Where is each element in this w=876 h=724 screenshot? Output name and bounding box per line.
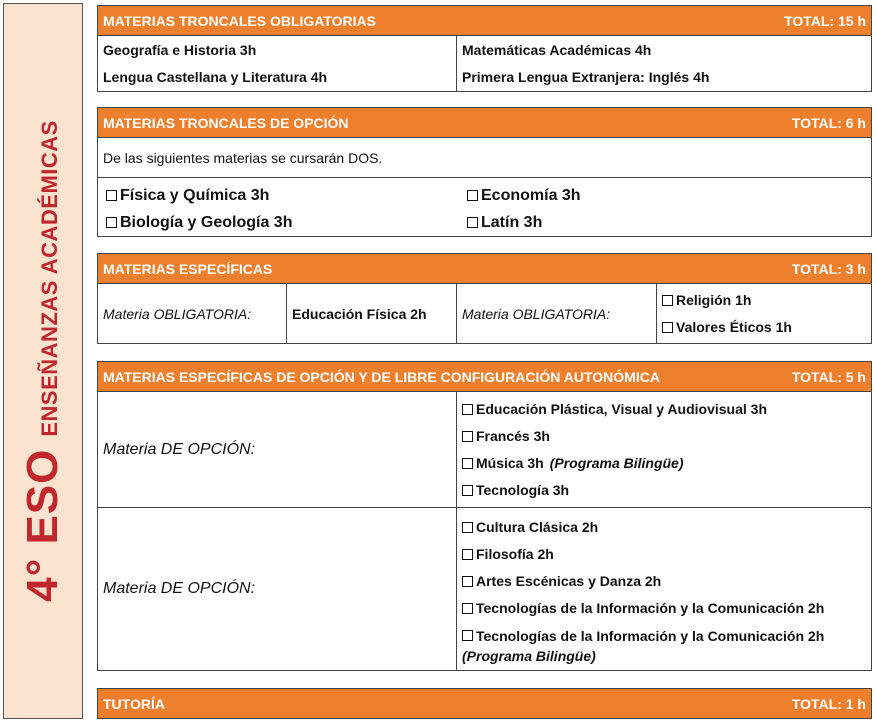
checkbox-icon[interactable] [662,295,673,306]
option-label: Música 3h [476,454,544,471]
section-total: TOTAL: 6 h [791,114,866,131]
section-total: TOTAL: 5 h [791,368,866,385]
option-checkbox[interactable] [106,182,449,209]
subject: Geografía e Historia 3h [103,41,257,58]
option-label: Física y Química 3h [120,187,270,204]
track-label: ENSEÑANZAS ACADÉMICAS [37,120,62,437]
section-header [98,362,871,392]
sidebar [3,3,83,719]
group-options [457,392,871,507]
section-title: MATERIAS TRONCALES OBLIGATORIAS [103,12,376,29]
option-label: Tecnologías de la Información y la Comunicación 2h [476,627,825,644]
especificas-row [98,284,871,343]
options-right [457,178,871,236]
section-title: MATERIAS ESPECÍFICAS [103,260,273,277]
option-checkbox[interactable] [106,209,449,236]
option-checkbox[interactable] [462,396,866,423]
option-checkbox[interactable] [462,514,866,541]
option-group-1 [98,392,871,508]
group-label: Materia DE OPCIÓN: [98,508,457,670]
option-label: Tecnología 3h [476,481,570,498]
options-row [98,178,871,236]
section-title: MATERIAS ESPECÍFICAS DE OPCIÓN Y DE LIBRE CONFIGURACIÓN AUTONÓMICA [103,368,660,385]
checkbox-icon[interactable] [462,549,473,560]
option-label: Religión 1h [676,291,752,308]
subject: Lengua Castellana y Literatura 4h [103,68,328,85]
checkbox-icon[interactable] [462,431,473,442]
option-label: Tecnologías de la Información y la Comunicación 2h [476,599,825,616]
checkbox-icon[interactable] [462,404,473,415]
checkbox-icon[interactable] [106,190,117,201]
checkbox-icon[interactable] [662,322,673,333]
options-left [98,178,457,236]
subjects-row [98,36,871,91]
option-checkbox[interactable] [462,423,866,450]
group-label: Materia DE OPCIÓN: [98,392,457,507]
religion-options [657,284,871,343]
checkbox-icon[interactable] [462,630,473,641]
section-title: TUTORÍA [103,695,165,712]
section-header [98,108,871,138]
option-checkbox[interactable] [662,287,866,314]
checkbox-icon[interactable] [462,458,473,469]
especificas-opcion-section [97,361,872,671]
option-group-2 [98,508,871,670]
subjects-left [98,36,457,91]
section-title: MATERIAS TRONCALES DE OPCIÓN [103,114,349,131]
checkbox-icon[interactable] [462,603,473,614]
section-header [98,6,871,36]
course-label: 4° ESO [18,448,67,602]
mandatory-subject: Educación Física 2h [287,284,457,343]
section-total: TOTAL: 15 h [784,12,866,29]
option-checkbox[interactable] [462,625,866,647]
option-checkbox[interactable] [467,209,861,236]
option-checkbox[interactable] [462,450,866,477]
option-checkbox[interactable] [467,182,861,209]
section-total: TOTAL: 1 h [791,695,866,712]
option-label: Cultura Clásica 2h [476,518,599,535]
group-options [457,508,871,670]
subject: Matemáticas Académicas 4h [462,41,652,58]
option-checkbox[interactable] [462,541,866,568]
mandatory-label: Materia OBLIGATORIA: [457,284,657,343]
option-label: Biología y Geología 3h [120,214,293,231]
option-checkbox[interactable] [462,477,866,504]
checkbox-icon[interactable] [462,522,473,533]
section-header [98,689,871,718]
section-header [98,254,871,284]
bilingual-note: (Programa Bilingüe) [549,454,684,471]
option-label: Latín 3h [481,214,543,231]
tutoria-section [97,688,872,719]
sidebar-title [18,120,68,602]
option-label: Educación Plástica, Visual y Audiovisual 3h [476,400,767,417]
option-label: Francés 3h [476,427,550,444]
mandatory-label: Materia OBLIGATORIA: [98,284,287,343]
option-checkbox[interactable] [462,595,866,622]
option-label: Valores Éticos 1h [676,318,792,335]
subjects-right [457,36,871,91]
checkbox-icon[interactable] [462,576,473,587]
option-checkbox[interactable] [462,568,866,595]
checkbox-icon[interactable] [467,217,478,228]
especificas-section [97,253,872,344]
option-checkbox[interactable] [662,314,866,341]
option-label: Artes Escénicas y Danza 2h [476,572,662,589]
section-total: TOTAL: 3 h [791,260,866,277]
checkbox-icon[interactable] [106,217,117,228]
bilingual-note: (Programa Bilingüe) [462,647,596,664]
subject: Primera Lengua Extranjera: Inglés 4h [462,68,710,85]
checkbox-icon[interactable] [462,485,473,496]
option-label: Economía 3h [481,187,581,204]
option-label: Filosofía 2h [476,545,554,562]
checkbox-icon[interactable] [467,190,478,201]
note-text: De las siguientes materias se cursarán DOS. [103,149,383,166]
troncales-opcion-section [97,107,872,237]
troncales-obligatorias-section [97,5,872,92]
note-row [98,138,871,178]
